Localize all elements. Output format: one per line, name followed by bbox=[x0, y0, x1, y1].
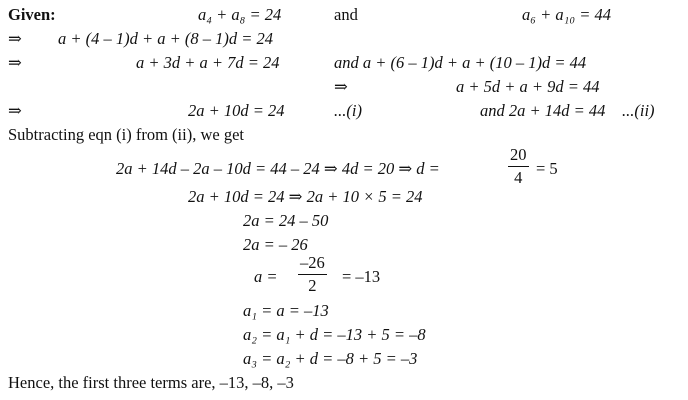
first-term: a₁ = a = –13 bbox=[243, 301, 329, 320]
expanded-condition-2: and a + (6 – 1)d + a + (10 – 1)d = 44 bbox=[334, 53, 587, 72]
equation-ii: and 2a + 14d = 44 bbox=[480, 101, 606, 120]
step-find-d: 2a + 14d – 2a – 10d = 44 – 24 ⇒ 4d = 20 ⇒ d = bbox=[116, 159, 440, 178]
implies-arrow: ⇒ bbox=[8, 101, 22, 120]
fraction-denominator: 4 bbox=[514, 168, 523, 187]
and-label: and bbox=[334, 5, 358, 24]
step-a-label: a = bbox=[254, 267, 278, 286]
given-label: Given: bbox=[8, 5, 56, 24]
implies-arrow: ⇒ bbox=[334, 77, 348, 96]
equation-i: 2a + 10d = 24 bbox=[188, 101, 285, 120]
fraction-minus26-over-2 bbox=[298, 254, 327, 295]
step-a-value: = –13 bbox=[342, 267, 381, 286]
equation-ii-tag: ...(ii) bbox=[622, 101, 655, 120]
implies-arrow: ⇒ bbox=[8, 53, 22, 72]
second-term: a₂ = a₁ + d = –13 + 5 = –8 bbox=[243, 325, 426, 344]
equation-i-tag: ...(i) bbox=[334, 101, 362, 120]
fraction-bar bbox=[508, 166, 529, 167]
condition-1: a₄ + a₈ = 24 bbox=[198, 5, 282, 24]
conclusion-text: Hence, the first three terms are, –13, –8, –3 bbox=[8, 373, 294, 392]
condition-2: a₆ + a₁₀ = 44 bbox=[522, 5, 611, 24]
fraction-bar bbox=[298, 274, 327, 275]
step-substitute-d: 2a + 10d = 24 ⇒ 2a + 10 × 5 = 24 bbox=[188, 187, 423, 206]
step-d-value: = 5 bbox=[536, 159, 558, 178]
fraction-denominator: 2 bbox=[308, 276, 317, 295]
expanded-condition-1: a + (4 – 1)d + a + (8 – 1)d = 24 bbox=[58, 29, 274, 48]
third-term: a₃ = a₂ + d = –8 + 5 = –3 bbox=[243, 349, 418, 368]
simplified-condition-2: a + 5d + a + 9d = 44 bbox=[456, 77, 600, 96]
simplified-condition-1: a + 3d + a + 7d = 24 bbox=[136, 53, 280, 72]
subtracting-instruction: Subtracting eqn (i) from (ii), we get bbox=[8, 125, 244, 144]
fraction-20-over-4 bbox=[508, 146, 529, 187]
fraction-numerator: 20 bbox=[510, 145, 527, 164]
implies-arrow: ⇒ bbox=[8, 29, 22, 48]
step-2a-value: 2a = – 26 bbox=[243, 235, 308, 254]
fraction-numerator: –26 bbox=[300, 253, 325, 272]
step-2a-equation: 2a = 24 – 50 bbox=[243, 211, 329, 230]
